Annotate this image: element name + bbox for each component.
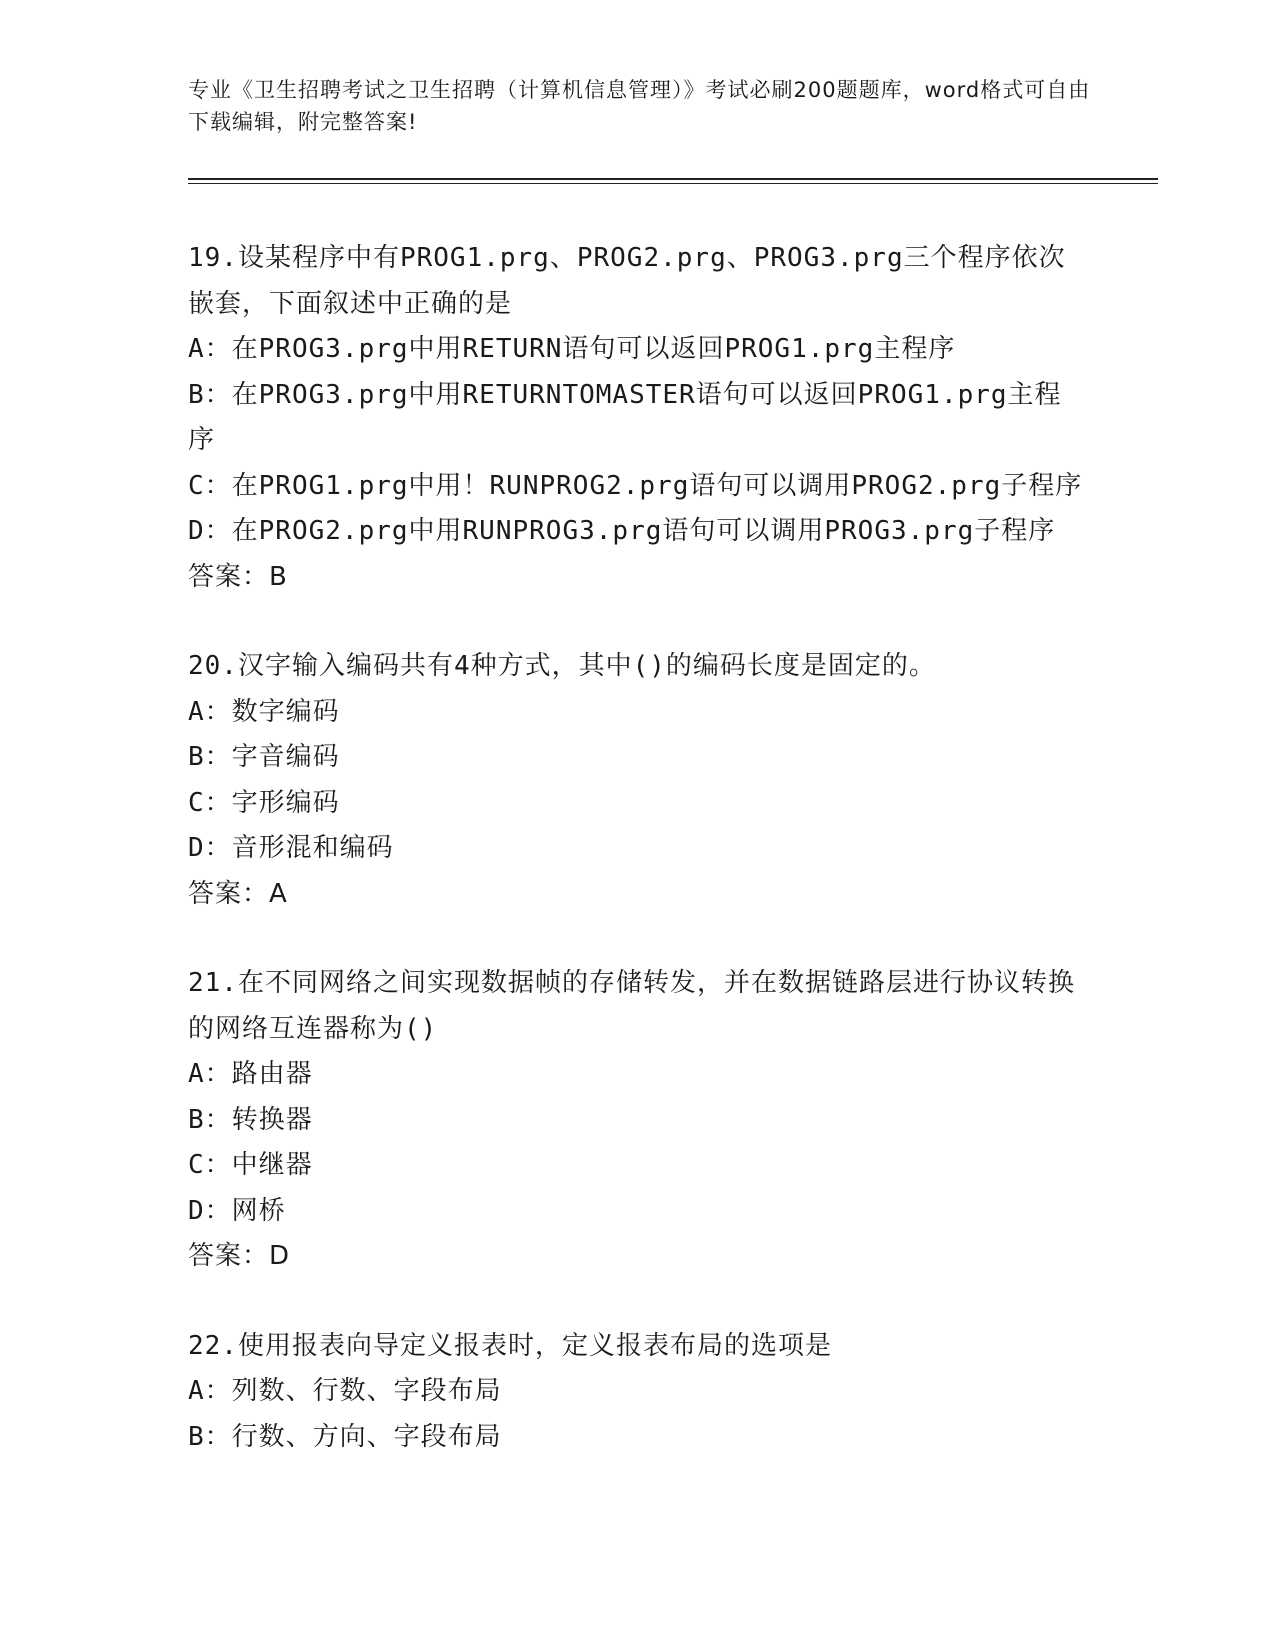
option-c: C：中继器 — [188, 1150, 313, 1180]
header-rule-thin — [188, 183, 1158, 184]
question-stem: 21.在不同网络之间实现数据帧的存储转发，并在数据链路层进行协议转换的网络互连器称为() — [188, 968, 1075, 1044]
question-19 — [188, 236, 1088, 600]
option-b: B：在PROG3.prg中用RETURNTOMASTER语句可以返回PROG1.prg主程序 — [188, 379, 1062, 455]
answer: 答案：B — [188, 561, 288, 592]
answer: 答案：A — [188, 878, 288, 909]
option-c: C：字形编码 — [188, 787, 340, 818]
question-stem: 19.设某程序中有PROG1.prg、PROG2.prg、PROG3.prg三个程序依次嵌套，下面叙述中正确的是 — [188, 243, 1066, 319]
header-rule-thick — [188, 178, 1158, 180]
question-list — [188, 236, 1088, 1504]
option-b: B：转换器 — [188, 1104, 313, 1135]
option-a: A：路由器 — [188, 1059, 313, 1089]
option-d: D：在PROG2.prg中用RUNPROG3.prg语句可以调用PROG3.prg子程序 — [188, 516, 1056, 546]
question-stem: 22.使用报表向导定义报表时，定义报表布局的选项是 — [188, 1330, 832, 1361]
option-b: B：字音编码 — [188, 742, 340, 772]
question-22 — [188, 1324, 1088, 1461]
option-b: B：行数、方向、字段布局 — [188, 1421, 502, 1452]
question-stem: 20.汉字输入编码共有4种方式，其中()的编码长度是固定的。 — [188, 651, 936, 681]
option-d: D：音形混和编码 — [188, 833, 394, 863]
question-20 — [188, 644, 1088, 917]
option-a: A：数字编码 — [188, 696, 340, 727]
option-a: A：列数、行数、字段布局 — [188, 1376, 502, 1406]
option-c: C：在PROG1.prg中用！RUNPROG2.prg语句可以调用PROG2.prg子程序 — [188, 470, 1083, 501]
question-21 — [188, 961, 1088, 1280]
option-a: A：在PROG3.prg中用RETURN语句可以返回PROG1.prg主程序 — [188, 334, 956, 364]
document-header: 专业《卫生招聘考试之卫生招聘（计算机信息管理）》考试必刷200题题库，word格式可自由下载编辑，附完整答案! — [188, 78, 1091, 134]
option-d: D：网桥 — [188, 1195, 286, 1226]
answer: 答案：D — [188, 1241, 291, 1271]
